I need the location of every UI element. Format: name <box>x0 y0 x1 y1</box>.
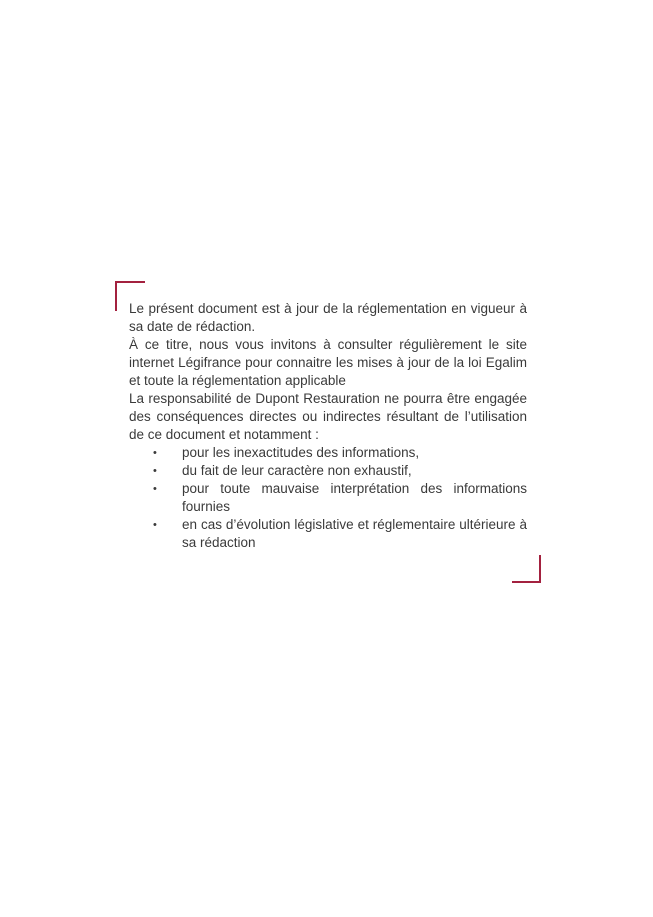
disclaimer-paragraph-liability: La responsabilité de Dupont Restauration ne pourra être engagée des conséquences directes ou indirectes résultant de l’utilisation de ce document et notamment : <box>129 391 527 442</box>
list-item-text: du fait de leur caractère non exhaustif, <box>182 463 412 478</box>
list-item-text: en cas d’évolution législative et réglementaire ultérieure à sa rédaction <box>182 517 527 550</box>
disclaimer-paragraph-validity: Le présent document est à jour de la réglementation en vigueur à sa date de rédaction. <box>129 301 527 334</box>
bullet-icon: • <box>153 519 157 531</box>
list-item <box>129 480 527 516</box>
bullet-icon: • <box>153 483 157 495</box>
disclaimer-block <box>129 300 527 552</box>
bullet-icon: • <box>153 465 157 477</box>
list-item <box>129 444 527 462</box>
list-item <box>129 516 527 552</box>
bullet-icon: • <box>153 447 157 459</box>
list-item <box>129 462 527 480</box>
liability-list <box>129 444 527 552</box>
disclaimer-paragraph-legifrance: À ce titre, nous vous invitons à consulter régulièrement le site internet Légifrance pour connaitre les mises à jour de la loi Egalim et toute la réglementation applicable <box>129 337 527 388</box>
list-item-text: pour les inexactitudes des informations, <box>182 445 420 460</box>
list-item-text: pour toute mauvaise interprétation des informations fournies <box>182 481 527 514</box>
corner-bracket-bottom-right <box>512 555 541 583</box>
